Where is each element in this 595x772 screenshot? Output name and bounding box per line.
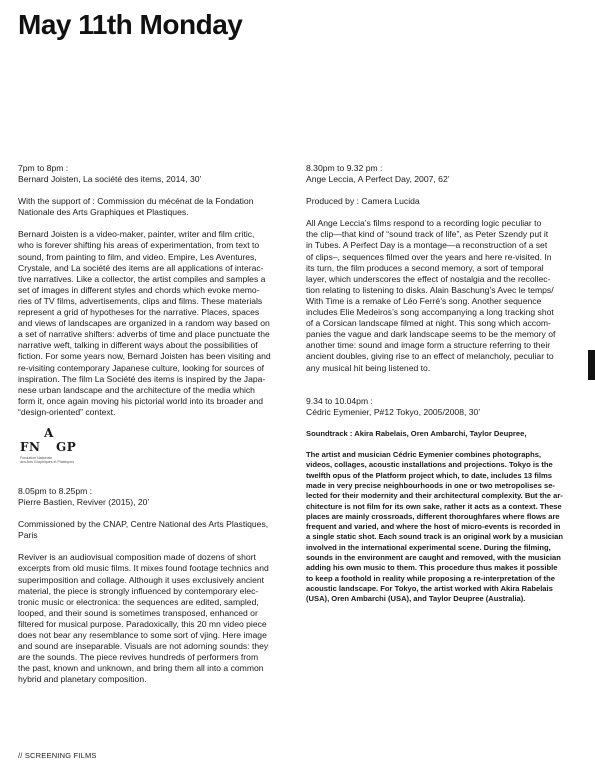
- text-line: Reviver is an audiovisual composition made of dozens of short: [18, 552, 256, 563]
- text-line: Crystale, and La société des items are all applications of interac-: [18, 262, 264, 273]
- description: [306, 450, 578, 604]
- text-line: represent a grid of hypotheses for the narrative. Places, spaces: [18, 307, 260, 318]
- text-line: The artist and musician Cédric Eymenier combines photographs,: [306, 450, 542, 460]
- description: [18, 229, 294, 418]
- logo-caption-line: Fondation Nationale: [20, 455, 53, 460]
- logo-letters: GP: [56, 439, 77, 454]
- text-line: and views of landscapes are organized in a random way based on: [18, 318, 270, 329]
- logo-letters: FN: [20, 439, 41, 454]
- text-line: Nationale des Arts Graphiques et Plastiques.: [18, 207, 189, 218]
- text-line: videos, collages, acoustic installations and projections. Tokyo is the: [306, 460, 553, 470]
- text-line: With the support of : Commission du mécénat de la Fondation: [18, 196, 254, 207]
- text-line: tion relating to listening to disks. Alain Baschung’s Avec le temps/: [306, 284, 554, 295]
- section-footer: // SCREENING FILMS: [18, 751, 97, 760]
- text-line: ancient doubles, giving rise to an effect of melancholy, peculiar to: [306, 351, 554, 362]
- text-line: fiction. For some years now, Bernard Joisten has been visiting and: [18, 351, 271, 362]
- text-line: With Time is a remake of Léo Ferré’s song. Another sequence: [306, 295, 542, 306]
- text-line: ries of TV films, advertisements, clips and films. These materials: [18, 295, 263, 306]
- text-line: includes Elie Medeiros’s song accompanying a long tracking shot: [306, 307, 554, 318]
- fnagp-logo: [18, 426, 98, 486]
- text-line: material, the piece is strongly influenced by contemporary elec-: [18, 585, 259, 596]
- screening-time: 9.34 to 10.04pm :: [306, 395, 373, 406]
- screening-time: 7pm to 8pm :: [18, 163, 69, 173]
- produced-by: Produced by : Camera Lucida: [306, 196, 420, 207]
- text-line: the clip—that kind of “sound track of life”, as Peter Szendy put it: [306, 229, 549, 240]
- logo-caption: [20, 456, 90, 465]
- text-line: filtered for musical purpose. Paradoxically, this 20 mn video piece: [18, 618, 267, 629]
- text-line: layer, which underscores the effect of nostalgia and the recollec-: [306, 273, 551, 284]
- screening-time: 8.05pm to 8.25pm :: [18, 485, 93, 496]
- text-line: tive narratives. Like a collector, the artist compiles and samples a: [18, 273, 266, 284]
- text-line: acoustic landscape. For Tokyo, the artist worked with Akira Rabelais: [306, 583, 553, 593]
- text-line: hybrid and planetary composition.: [18, 674, 147, 685]
- text-line: nese urban landscape and the architecture of the media which: [18, 384, 255, 395]
- text-line: in Tubes. A Perfect Day is a montage—a reconstruction of a set: [306, 240, 548, 251]
- text-line: and sound are inseparable. Visuals are not adorning sounds: they: [18, 641, 269, 652]
- text-line: of a Corsican landscape filmed at night. This song which accom-: [306, 318, 551, 329]
- logo-caption-line: des Arts Graphiques et Plastiques: [20, 460, 75, 465]
- logo-letter: A: [44, 425, 54, 440]
- screening-film: Bernard Joisten, La société des items, 2014, 30’: [18, 174, 202, 185]
- text-line: looped, and their sound is sometimes transposed, enhanced or: [18, 607, 258, 618]
- text-line: frequent and varied, and where the host of micro-events is recorded in: [306, 522, 561, 532]
- text-line: panies the vague and dark landscape seems to be the memory of: [306, 329, 556, 340]
- text-line: adding his own music to them. This procedure thus makes it possible: [306, 563, 558, 573]
- text-line: Commissioned by the CNAP, Centre National des Arts Plastiques,: [18, 519, 269, 530]
- text-line: involved in the international experimental scene. During the filming,: [306, 542, 551, 552]
- text-line: any musical hit being listened to.: [306, 362, 431, 373]
- text-line: re-visiting contemporary Japanese culture, looking for sources of: [18, 362, 264, 373]
- text-line: places are mainly crossroads, different thoroughfares where flows are: [306, 511, 560, 521]
- screening-film: Ange Leccia, A Perfect Day, 2007, 62’: [306, 174, 450, 185]
- text-line: a single static shot. Each sound track is an original work by a musician: [306, 532, 563, 542]
- text-line: All Ange Leccia’s films respond to a recording logic peculiar to: [306, 218, 542, 229]
- text-line: its turn, the film produces a second memory, a sort of temporal: [306, 262, 544, 273]
- text-line: superimposition and collage. Although it uses exclusively ancient: [18, 574, 265, 585]
- text-line: to keep a foothold in reality while proposing a re-interpretation of the: [306, 573, 555, 583]
- text-line: are the sounds. The piece revives hundreds of performers from: [18, 652, 259, 663]
- text-line: (USA), Oren Ambarchi (USA), and Taylor Deupree (Australia).: [306, 594, 526, 604]
- section-marker-bar: [588, 350, 595, 380]
- screening-film: Pierre Bastien, Reviver (2015), 20’: [18, 497, 150, 508]
- support-note: [18, 196, 294, 218]
- right-column: [306, 163, 578, 605]
- text-line: excerpts from old music films. It mixes found footage technics and: [18, 563, 269, 574]
- text-line: “design-oriented” context.: [18, 406, 116, 417]
- left-column: [18, 163, 294, 685]
- text-line: chitecture is not film for its own sake, rather it acts as a context. These: [306, 501, 562, 511]
- text-line: tronic music or electronica: the sequences are edited, sampled,: [18, 596, 259, 607]
- text-line: lected for their modernity and their architectural complexity. But the ar-: [306, 491, 563, 501]
- text-line: made in very precise neighbourhoods in one or two metropolises se-: [306, 480, 555, 490]
- text-line: a set of narrative shifters: adverbs of time and place punctuate the: [18, 329, 270, 340]
- support-note: [18, 519, 294, 541]
- text-line: form it, once again moving his pictorial world into its broader and: [18, 395, 264, 406]
- text-line: does not bear any resemblance to some sort of vjing. Here image: [18, 630, 267, 640]
- text-line: another time: sound and image form a structure referring to their: [306, 340, 551, 351]
- text-line: of clips–, sequences filmed over the years and here re-visited. In: [306, 251, 552, 262]
- screening-film: Cédric Eymenier, P#12 Tokyo, 2005/2008, 30’: [306, 406, 481, 417]
- text-line: who is forever shifting his areas of experimentation, from text to: [18, 240, 260, 251]
- text-line: twelfth opus of the Platform project which, to date, includes 13 films: [306, 470, 552, 480]
- description: [18, 552, 294, 685]
- text-line: sound, from painting to film, and video. Empire, Les Aventures,: [18, 251, 257, 262]
- soundtrack-credits: Soundtrack : Akira Rabelais, Oren Ambarchi, Taylor Deupree,: [306, 428, 527, 438]
- text-line: the past, known and unknown, and bring them all into a common: [18, 663, 264, 674]
- text-line: set of images in different styles and chords which evoke memo-: [18, 284, 260, 295]
- text-line: sounds in the environment are caught and removed, with the musician: [306, 553, 561, 563]
- text-line: inspiration. The film La Société des items is inspired by the Japa-: [18, 373, 266, 384]
- text-line: Paris: [18, 530, 38, 541]
- screening-time: 8.30pm to 9.32 pm :: [306, 163, 383, 173]
- description: [306, 218, 578, 373]
- text-line: narrative weft, talking in different ways about the possibilities of: [18, 340, 258, 351]
- page-title: May 11th Monday: [18, 9, 243, 40]
- text-line: Bernard Joisten is a video-maker, painter, writer and film critic,: [18, 229, 255, 240]
